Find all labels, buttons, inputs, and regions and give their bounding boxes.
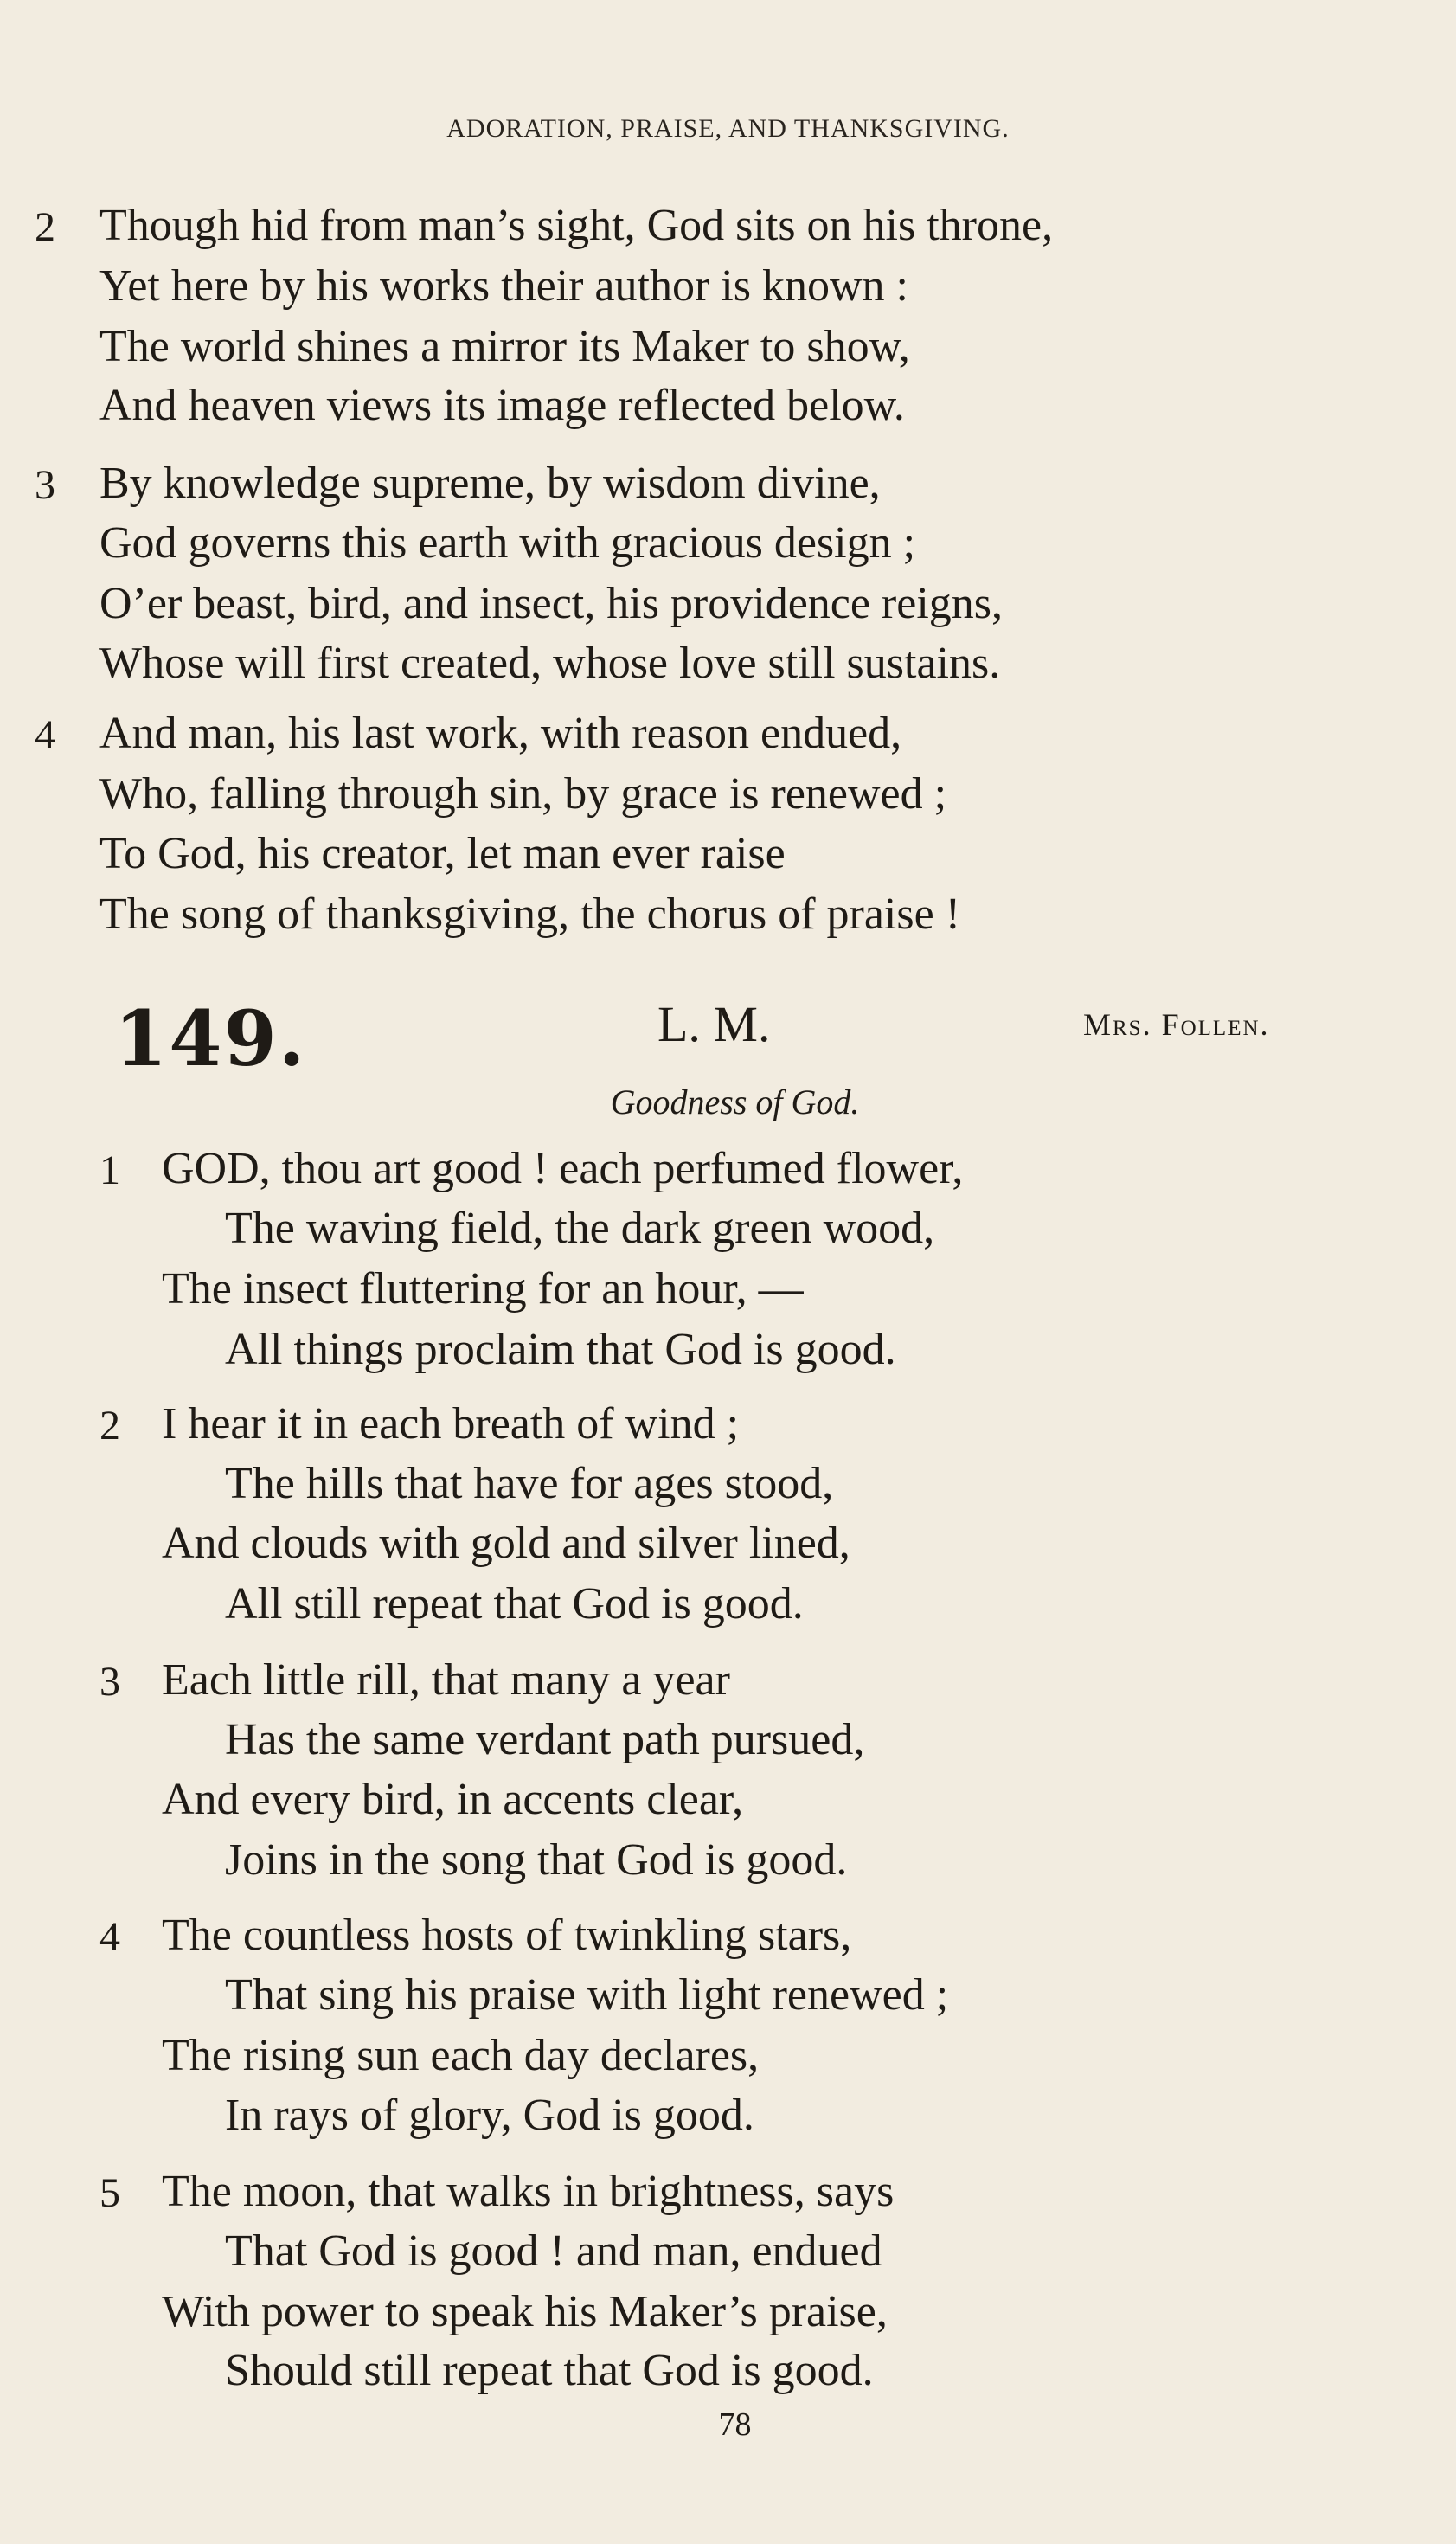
verse-line: The countless hosts of twinkling stars, xyxy=(162,1911,852,1960)
verse-line: That sing his praise with light renewed ; xyxy=(225,1970,949,2020)
verse-line: All still repeat that God is good. xyxy=(225,1579,804,1629)
running-head: ADORATION, PRAISE, AND THANKSGIVING. xyxy=(446,114,1010,143)
verse-line: The song of thanksgiving, the chorus of praise ! xyxy=(99,890,961,939)
verse-line: Who, falling through sin, by grace is renewed ; xyxy=(99,769,947,819)
verse-line: With power to speak his Maker’s praise, xyxy=(162,2287,888,2336)
page-number-text: 78 xyxy=(718,2406,752,2443)
verse-line: And clouds with gold and silver lined, xyxy=(162,1519,850,1568)
hymn-number: 149. xyxy=(114,993,307,1083)
stanza-number: 4 xyxy=(99,1914,120,1960)
verse-line: And heaven views its image reflected below. xyxy=(99,381,905,430)
verse-line: Though hid from man’s sight, God sits on his throne, xyxy=(99,201,1054,250)
verse-line: Whose will first created, whose love still sustains. xyxy=(99,639,1001,688)
stanza-number: 4 xyxy=(35,712,55,758)
stanza-number: 2 xyxy=(99,1403,120,1449)
verse-line: GOD, thou art good ! each perfumed flower, xyxy=(162,1144,964,1193)
hymn-author: Mrs. Follen. xyxy=(1083,1007,1270,1042)
verse-line: And man, his last work, with reason endued, xyxy=(99,709,902,758)
verse-line: O’er beast, bird, and insect, his providence reigns, xyxy=(99,579,1004,628)
hymn-meter: L. M. xyxy=(657,996,771,1052)
verse-line: Yet here by his works their author is known : xyxy=(99,261,908,311)
verse-line: The rising sun each day declares, xyxy=(162,2031,760,2080)
stanza-number: 3 xyxy=(99,1659,120,1705)
verse-line: And every bird, in accents clear, xyxy=(162,1775,744,1824)
verse-line: To God, his creator, let man ever raise xyxy=(99,829,786,878)
verse-line: Joins in the song that God is good. xyxy=(225,1835,848,1885)
verse-line: The insect fluttering for an hour, — xyxy=(162,1264,804,1314)
hymn-subtitle-text: Goodness of God. xyxy=(610,1082,860,1121)
page-number xyxy=(0,2406,1456,2444)
stanza-number: 1 xyxy=(99,1147,120,1193)
verse-line: Has the same verdant path pursued, xyxy=(225,1715,865,1764)
stanza-number: 3 xyxy=(35,462,55,508)
stanza-number: 2 xyxy=(35,204,55,250)
hymn-subtitle xyxy=(0,1082,1456,1122)
verse-line: All things proclaim that God is good. xyxy=(225,1325,896,1374)
verse-line: The moon, that walks in brightness, says xyxy=(162,2167,895,2216)
verse-line: The hills that have for ages stood, xyxy=(225,1459,834,1508)
verse-line: I hear it in each breath of wind ; xyxy=(162,1399,740,1449)
verse-line: That God is good ! and man, endued xyxy=(225,2226,882,2276)
stanza-number: 5 xyxy=(99,2170,120,2216)
verse-line: By knowledge supreme, by wisdom divine, xyxy=(99,459,881,508)
verse-line: Should still repeat that God is good. xyxy=(225,2346,874,2395)
verse-line: The world shines a mirror its Maker to show, xyxy=(99,322,910,371)
verse-line: In rays of glory, God is good. xyxy=(225,2091,754,2140)
verse-line: Each little rill, that many a year xyxy=(162,1655,730,1705)
verse-line: God governs this earth with gracious design ; xyxy=(99,518,916,568)
verse-line: The waving field, the dark green wood, xyxy=(225,1204,935,1253)
